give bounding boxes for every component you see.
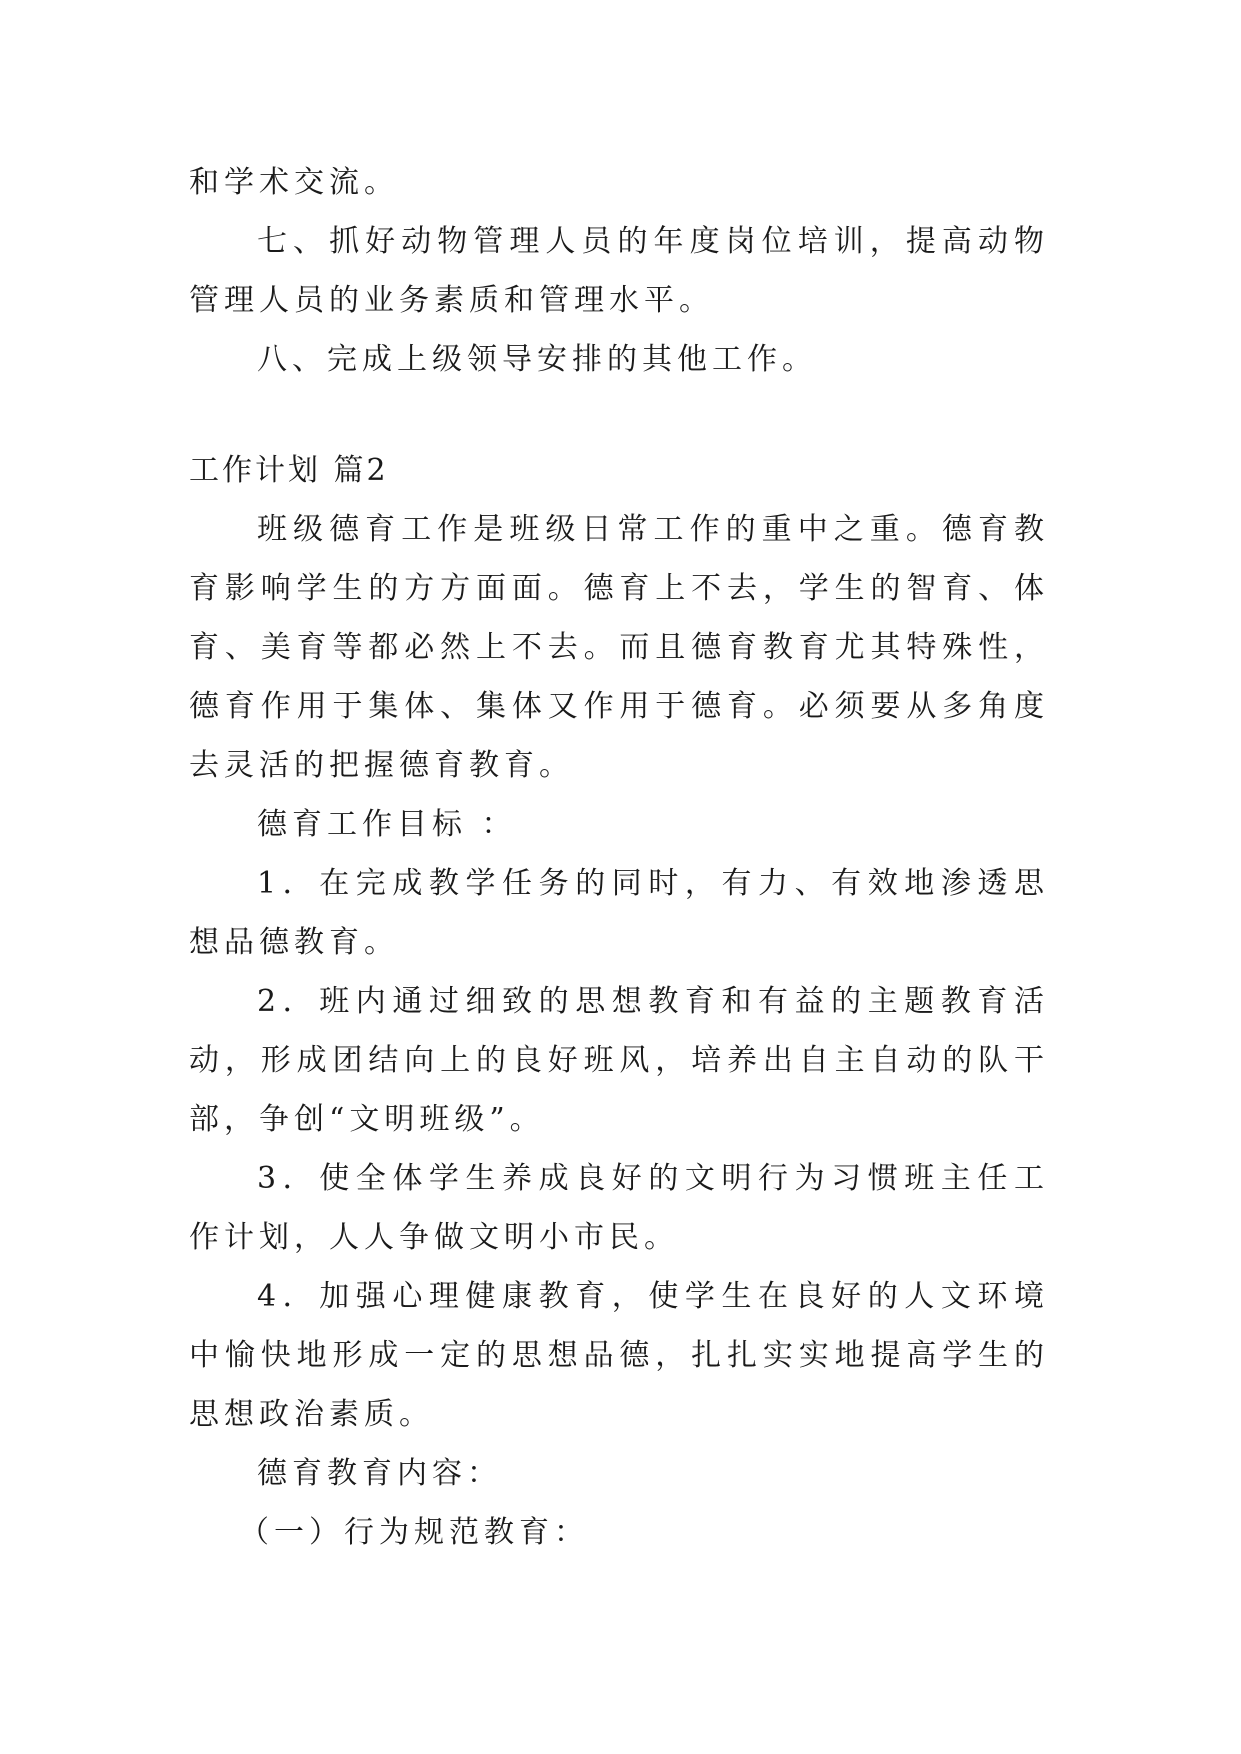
paragraph-item-seven: 七、抓好动物管理人员的年度岗位培训，提高动物管理人员的业务素质和管理水平。 — [189, 224, 1049, 318]
paragraph-goal-3: 3．使全体学生养成良好的文明行为习惯班主任工作计划，人人争做文明小市民。 — [189, 1161, 1049, 1255]
paragraph-goals-heading: 德育工作目标 ： — [257, 807, 517, 842]
paragraph-intro: 班级德育工作是班级日常工作的重中之重。德育教育影响学生的方方面面。德育上不去，学生的智育、体育、美育等都必然上不去。而且德育教育尤其特殊性，德育作用于集体、集体又作用于德育。必须要从多角度去灵活的把握德育教育。 — [189, 512, 1049, 783]
document-body — [189, 153, 1049, 1562]
section-spacer — [189, 389, 1049, 441]
paragraph-goal-2: 2．班内通过细致的思想教育和有益的主题教育活动，形成团结向上的良好班风，培养出自主自动的队干部，争创“文明班级”。 — [189, 984, 1049, 1137]
paragraph-subitem-1: （一）行为规范教育： — [239, 1515, 589, 1550]
section-title: 工作计划 篇2 — [189, 453, 389, 488]
paragraph-goal-1: 1．在完成教学任务的同时，有力、有效地渗透思想品德教育。 — [189, 866, 1049, 960]
paragraph-continuation: 和学术交流。 — [189, 165, 399, 200]
paragraph-content-heading: 德育教育内容： — [257, 1456, 502, 1491]
paragraph-goal-4: 4．加强心理健康教育，使学生在良好的人文环境中愉快地形成一定的思想品德，扎扎实实地提高学生的思想政治素质。 — [189, 1279, 1049, 1432]
paragraph-item-eight: 八、完成上级领导安排的其他工作。 — [257, 342, 817, 377]
